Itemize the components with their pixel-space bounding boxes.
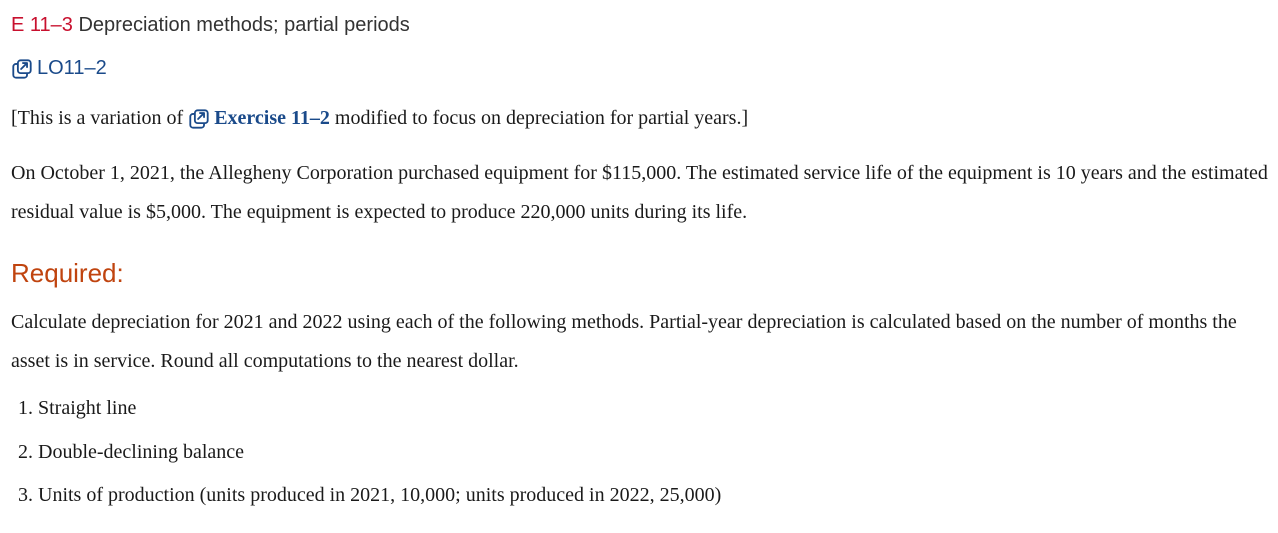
exercise-number: E 11–3 (11, 14, 73, 36)
external-link-icon (11, 58, 33, 80)
exercise-title (11, 14, 410, 37)
list-item: 1. Straight line (18, 397, 137, 419)
required-heading: Required: (11, 258, 124, 288)
methods-list (18, 393, 721, 524)
list-item: 3. Units of production (units produced in 2021, 10,000; units produced in 2022, 25,000) (18, 484, 722, 506)
intro-note (11, 107, 748, 130)
learning-objective-label: LO11–2 (37, 57, 107, 79)
intro-after: modified to focus on depreciation for partial years.] (334, 107, 749, 129)
intro-before: [This is a variation of (11, 107, 184, 129)
learning-objective-link[interactable] (11, 57, 107, 80)
external-link-icon (188, 108, 210, 130)
list-item: 2. Double-declining balance (18, 440, 245, 463)
problem-text: On October 1, 2021, the Allegheny Corporation purchased equipment for $115,000. The estimated service life of the equipment is 10 years and the estimated residual value is $5,000. The equipment is expected to produce 220,000 units during its life. (11, 162, 1268, 223)
exercise-title-text: Depreciation methods; partial periods (78, 14, 410, 36)
exercise-link[interactable]: Exercise 11–2 (214, 107, 330, 129)
required-text: Calculate depreciation for 2021 and 2022 using each of the following methods. Partial-year depreciation is calculated based on the number of months the asset is in service. Round all computations to the nearest dollar. (11, 311, 1237, 372)
